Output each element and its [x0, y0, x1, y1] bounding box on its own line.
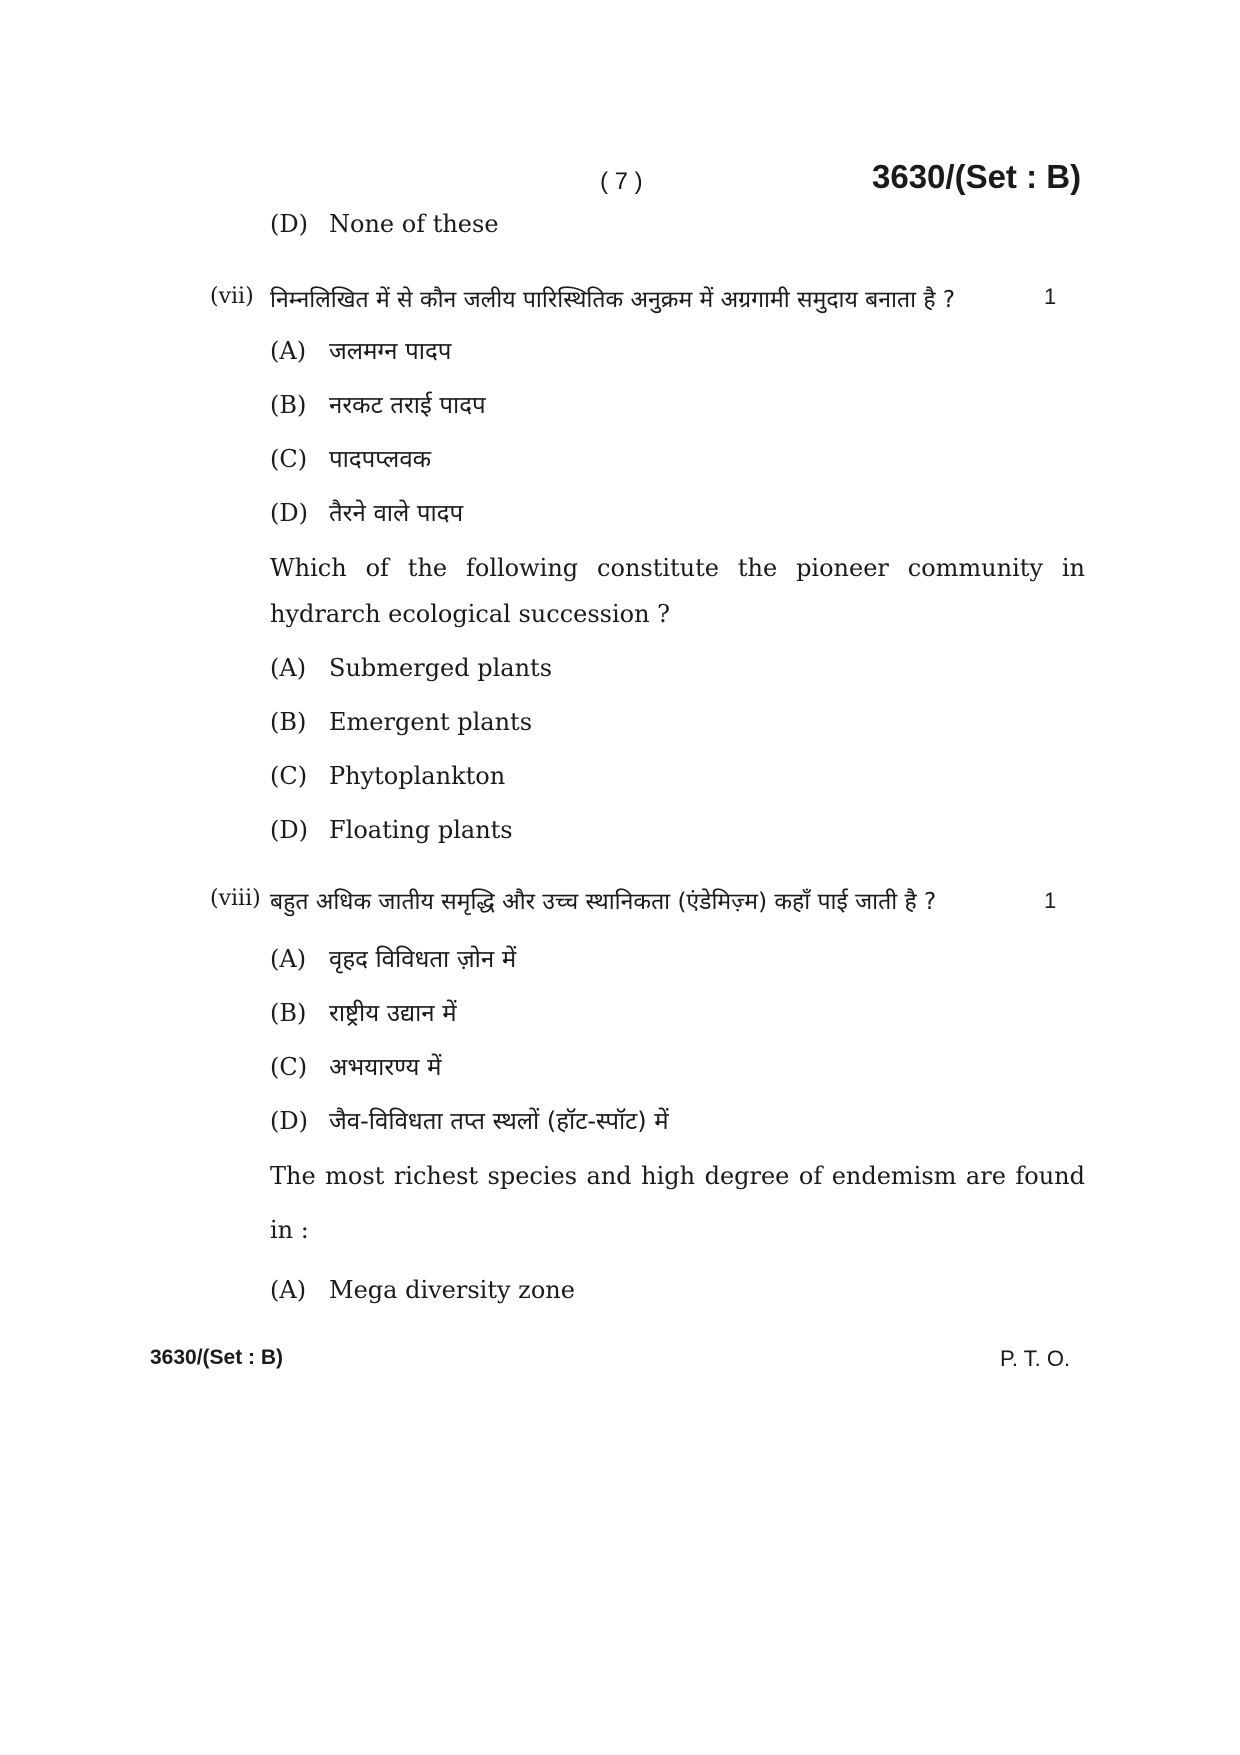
page-number: ( 7 )	[600, 168, 643, 195]
option-hindi	[270, 942, 516, 975]
option-text: Submerged plants	[329, 654, 553, 682]
option-label: (A)	[270, 945, 307, 973]
paper-code-header: 3630/(Set : B)	[872, 158, 1082, 195]
option-hindi	[270, 442, 431, 475]
option-label: (D)	[270, 499, 308, 527]
option-text: अभयारण्य में	[329, 1053, 442, 1081]
option-label: (D)	[270, 816, 308, 844]
question-marks: 1	[1044, 284, 1057, 309]
option-label: (A)	[270, 654, 307, 682]
option-label: (D)	[270, 210, 308, 238]
option-label: (A)	[270, 337, 307, 365]
question-number: (viii)	[210, 886, 261, 911]
question-text-english: Which of the following constitute the pioneer community in	[270, 554, 1085, 582]
please-turn-over: P. T. O.	[1000, 1346, 1071, 1371]
option-label: (C)	[270, 1053, 308, 1081]
paper-code-footer: 3630/(Set : B)	[150, 1346, 284, 1369]
option-label: (D)	[270, 1107, 308, 1135]
option-text: Mega diversity zone	[329, 1276, 575, 1304]
question-text-english-continued: hydrarch ecological succession ?	[270, 600, 671, 628]
option-english	[270, 708, 532, 736]
question-text-english: The most richest species and high degree of endemism are found	[270, 1162, 1085, 1190]
option-text: नरकट तराई पादप	[329, 391, 486, 419]
option-text: वृहद विविधता ज़ोन में	[329, 945, 517, 973]
option-hindi	[270, 996, 457, 1029]
question-marks: 1	[1044, 888, 1057, 913]
option-text: जैव-विविधता तप्त स्थलों (हॉट-स्पॉट) में	[329, 1107, 669, 1135]
option-text: Emergent plants	[329, 708, 533, 736]
question-text-hindi: निम्नलिखित में से कौन जलीय पारिस्थितिक अनुक्रम में अग्रगामी समुदाय बनाता है ?	[270, 287, 956, 313]
question-number: (vii)	[210, 284, 254, 309]
option-text: तैरने वाले पादप	[329, 499, 464, 527]
option-text: Floating plants	[329, 816, 513, 844]
option-label: (B)	[270, 999, 307, 1027]
option-label: (C)	[270, 445, 308, 473]
option-hindi	[270, 334, 451, 367]
option-label: (B)	[270, 708, 307, 736]
option-text: None of these	[329, 210, 499, 238]
carry-over-option	[270, 210, 499, 238]
option-text: पादपप्लवक	[329, 445, 432, 473]
option-text: Phytoplankton	[329, 762, 506, 790]
option-hindi	[270, 1104, 669, 1137]
question-text-hindi: बहुत अधिक जातीय समृद्धि और उच्च स्थानिकता (एंडेमिज़्म) कहाँ पाई जाती है ?	[270, 889, 937, 915]
option-label: (B)	[270, 391, 307, 419]
option-english	[270, 816, 513, 844]
question-text-english-continued: in :	[270, 1216, 309, 1244]
option-label: (A)	[270, 1276, 307, 1304]
option-hindi	[270, 1050, 441, 1083]
option-text: राष्ट्रीय उद्यान में	[329, 999, 457, 1027]
option-label: (C)	[270, 762, 308, 790]
option-hindi	[270, 496, 463, 529]
option-english	[270, 762, 505, 790]
option-english	[270, 654, 552, 682]
option-text: जलमग्न पादप	[329, 337, 452, 365]
option-english	[270, 1276, 575, 1304]
option-hindi	[270, 388, 486, 421]
